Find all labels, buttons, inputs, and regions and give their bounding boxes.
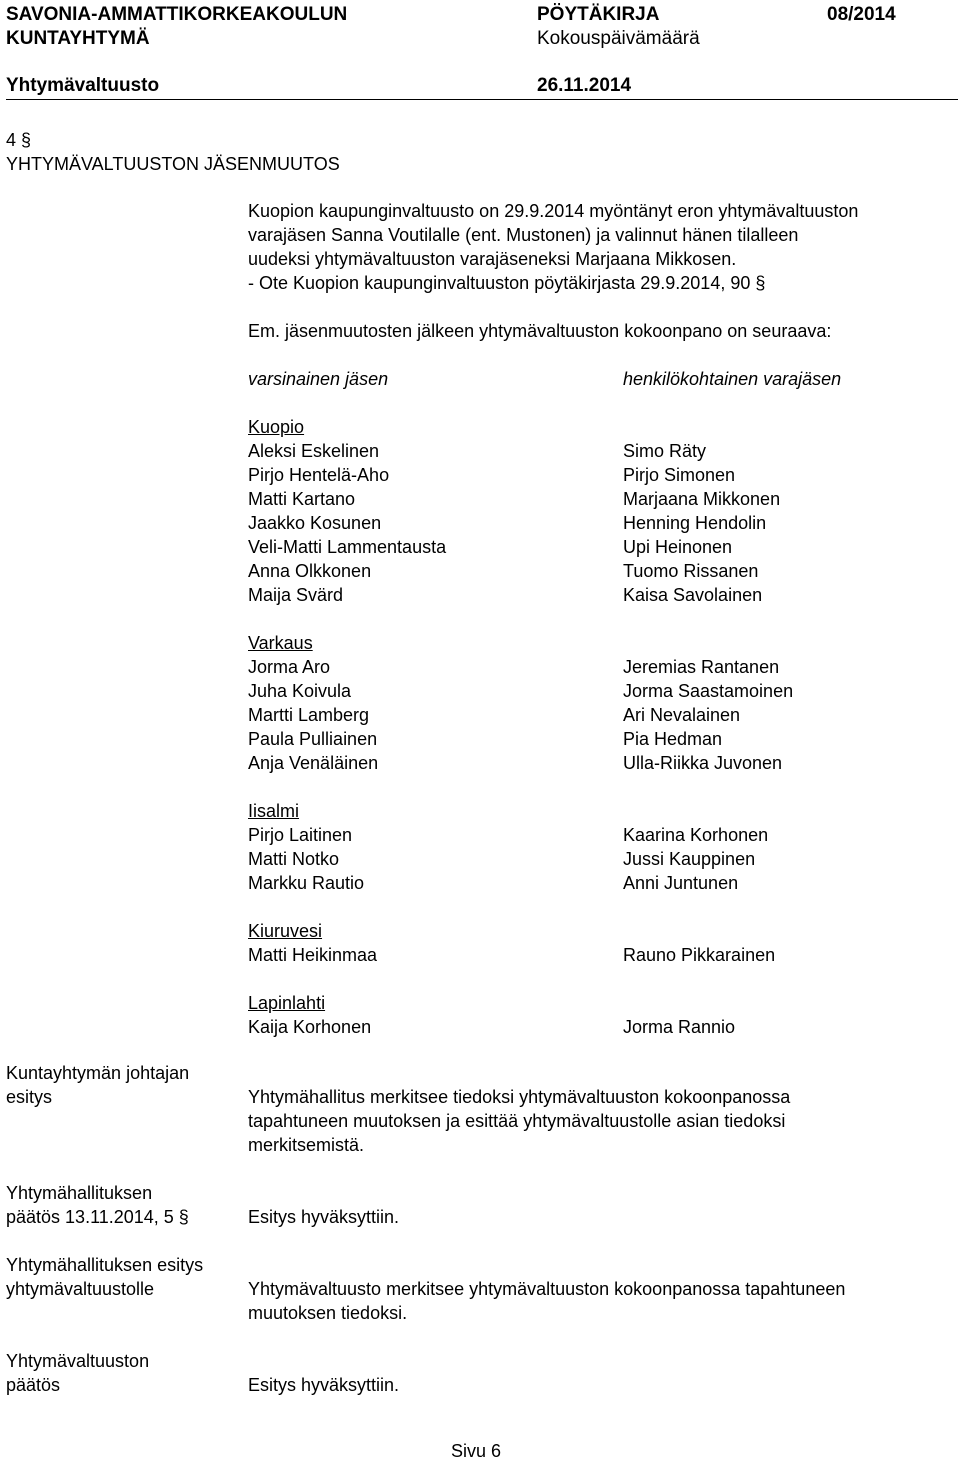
member-name: Jorma Aro	[248, 657, 331, 677]
member-name: Maija Svärd	[248, 585, 344, 605]
deputy-name: Jorma Rannio	[623, 1017, 736, 1037]
deputy-name: Simo Räty	[623, 441, 707, 461]
decision-text: tapahtuneen muutoksen ja esittää yhtymävaltuustolle asian tiedoksi	[248, 1111, 786, 1131]
page-number: Sivu 6	[451, 1441, 502, 1461]
deputy-name: Kaisa Savolainen	[623, 585, 763, 605]
decision-text: Yhtymähallitus merkitsee tiedoksi yhtymävaltuuston kokoonpanossa	[248, 1087, 791, 1107]
member-name: Matti Kartano	[248, 489, 356, 509]
org-name-line2: KUNTAYHTYMÄ	[6, 28, 150, 49]
decision-label: Yhtymähallituksen	[6, 1183, 153, 1203]
decision-text: muutoksen tiedoksi.	[248, 1303, 408, 1323]
decision-text: Esitys hyväksyttiin.	[248, 1207, 400, 1227]
intro-line: varajäsen Sanna Voutilalle (ent. Mustonen) ja valinnut hänen tilalleen	[248, 225, 799, 245]
municipality-heading: Kuopio	[248, 417, 305, 437]
member-name: Kaija Korhonen	[248, 1017, 372, 1037]
deputy-name: Rauno Pikkarainen	[623, 945, 776, 965]
decision-text: Yhtymävaltuusto merkitsee yhtymävaltuuston kokoonpanossa tapahtuneen	[248, 1279, 846, 1299]
date-label: Kokouspäivämäärä	[537, 28, 700, 49]
member-name: Aleksi Eskelinen	[248, 441, 380, 461]
intro-line: Kuopion kaupunginvaltuusto on 29.9.2014 myöntänyt eron yhtymävaltuuston	[248, 201, 859, 221]
deputy-name: Tuomo Rissanen	[623, 561, 759, 581]
municipality-heading: Kiuruvesi	[248, 921, 323, 941]
municipality-heading: Iisalmi	[248, 801, 300, 821]
attachment-note: - Ote Kuopion kaupunginvaltuuston pöytäkirjasta 29.9.2014, 90 §	[248, 273, 766, 293]
member-name: Paula Pulliainen	[248, 729, 378, 749]
member-name: Matti Notko	[248, 849, 340, 869]
section-number: 4 §	[6, 130, 32, 150]
intro-paragraph	[248, 199, 858, 271]
deputy-name: Marjaana Mikkonen	[623, 489, 781, 509]
column-header-member: varsinainen jäsen	[248, 369, 389, 389]
member-name: Martti Lamberg	[248, 705, 370, 725]
member-name: Pirjo Hentelä-Aho	[248, 465, 390, 485]
deputy-name: Jeremias Rantanen	[623, 657, 780, 677]
member-name: Anja Venäläinen	[248, 753, 379, 773]
decision-label: Yhtymävaltuuston	[6, 1351, 150, 1371]
decision-text: Esitys hyväksyttiin.	[248, 1375, 400, 1395]
section-title: YHTYMÄVALTUUSTON JÄSENMUUTOS	[6, 154, 340, 174]
deputy-name: Ari Nevalainen	[623, 705, 741, 725]
meeting-date: 26.11.2014	[537, 75, 632, 96]
deputy-name: Pia Hedman	[623, 729, 723, 749]
decision-label: päätös 13.11.2014, 5 §	[6, 1207, 189, 1227]
decision-text: merkitsemistä.	[248, 1135, 365, 1155]
deputy-name: Jussi Kauppinen	[623, 849, 756, 869]
deputy-name: Henning Hendolin	[623, 513, 767, 533]
deputy-name: Ulla-Riikka Juvonen	[623, 753, 783, 773]
header-rule	[6, 99, 958, 100]
column-header-deputy: henkilökohtainen varajäsen	[623, 369, 842, 389]
intro-line: uudeksi yhtymävaltuuston varajäseneksi Marjaana Mikkosen.	[248, 249, 737, 269]
member-name: Markku Rautio	[248, 873, 365, 893]
member-name: Juha Koivula	[248, 681, 352, 701]
member-name: Anna Olkkonen	[248, 561, 372, 581]
municipality-heading: Varkaus	[248, 633, 313, 653]
municipality-heading: Lapinlahti	[248, 993, 326, 1013]
deputy-name: Anni Juntunen	[623, 873, 739, 893]
org-name-line1: SAVONIA-AMMATTIKORKEAKOULUN	[6, 4, 348, 25]
doc-type: PÖYTÄKIRJA	[537, 4, 660, 25]
decision-label: yhtymävaltuustolle	[6, 1279, 155, 1299]
decision-label: päätös	[6, 1375, 61, 1395]
composition-intro: Em. jäsenmuutosten jälkeen yhtymävaltuuston kokoonpano on seuraava:	[248, 321, 832, 341]
meeting-body: Yhtymävaltuusto	[6, 75, 160, 96]
decision-label: Kuntayhtymän johtajan	[6, 1063, 190, 1083]
doc-number: 08/2014	[827, 4, 896, 25]
member-name: Jaakko Kosunen	[248, 513, 382, 533]
member-name: Pirjo Laitinen	[248, 825, 353, 845]
member-name: Veli-Matti Lammentausta	[248, 537, 447, 557]
deputy-name: Kaarina Korhonen	[623, 825, 769, 845]
deputy-name: Pirjo Simonen	[623, 465, 736, 485]
decision-label: esitys	[6, 1087, 53, 1107]
deputy-name: Jorma Saastamoinen	[623, 681, 794, 701]
member-name: Matti Heikinmaa	[248, 945, 378, 965]
deputy-name: Upi Heinonen	[623, 537, 733, 557]
decision-label: Yhtymähallituksen esitys	[6, 1255, 204, 1275]
